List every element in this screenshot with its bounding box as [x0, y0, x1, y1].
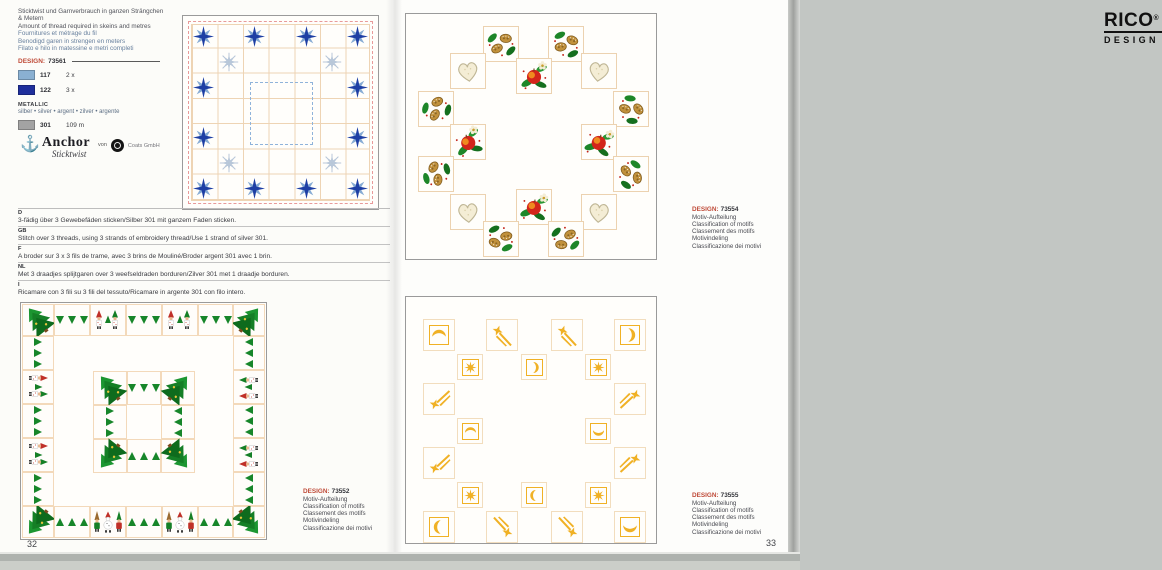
classification-line: Classificazione dei motivi [692, 242, 762, 250]
classification-line: Classification of motifs [692, 506, 754, 514]
design-label: DESIGN: [18, 58, 46, 66]
classification-line: Motivindeling [692, 235, 729, 243]
chart-73552-trees [20, 302, 267, 540]
color-swatch [18, 85, 35, 95]
thread-code: 301 [40, 121, 51, 129]
design-number-row [692, 492, 792, 500]
rico-design-logo [1104, 11, 1162, 45]
thread-amount: 3 x [66, 86, 75, 94]
design-number: 73554 [720, 206, 739, 213]
rico-name: RICO [1104, 10, 1154, 31]
classification-line: Classement des motifs [692, 514, 755, 522]
design-number-row [18, 58, 160, 65]
classification-line: Motivindeling [303, 517, 340, 525]
thread-code: 117 [40, 71, 51, 79]
instruction-text: Met 3 draadjes splijtgaren over 3 weefseldraden borduren/Zilver 301 met 1 draadje borduren. [18, 270, 290, 278]
header-line: Sticktwist und Garnverbrauch in ganzen Strängchen [18, 8, 164, 15]
instruction-entry [18, 227, 390, 245]
language-code: I [18, 282, 20, 289]
anchor-icon: ⚓ [20, 136, 40, 153]
instruction-entry [18, 281, 390, 298]
instruction-text: A broder sur 3 x 3 fils de trame, avec 3 brins de Mouliné/Broder argent 301 avec 1 brin. [18, 252, 272, 260]
classification-line: Motiv-Aufteilung [692, 499, 737, 507]
instruction-text: Ricamare con 3 fili su 3 fili del tessuto/Ricamare in argente 301 con filo intero. [18, 288, 246, 296]
classification-line: Classification of motifs [303, 502, 365, 510]
page-gutter-shadow [386, 0, 402, 552]
design-number: 73552 [331, 488, 350, 495]
logo-rule [1104, 31, 1162, 33]
instruction-entry [18, 209, 390, 227]
stitch-instructions [18, 208, 390, 298]
brand-von: von [98, 142, 107, 148]
header-line: & Metern [18, 15, 44, 23]
header-line: Benodigd garen in strengen en meters [18, 37, 126, 45]
metallic-names: silber • silver • argent • zilver • argente [18, 109, 120, 116]
design-number: 73555 [720, 492, 739, 499]
instruction-entry [18, 245, 390, 263]
page-number-33: 33 [766, 538, 777, 548]
classification-line: Motiv-Aufteilung [303, 495, 348, 503]
coats-logo-icon [111, 139, 124, 152]
instruction-text: 3-fädig über 3 Gewebefäden sticken/Silber 301 mit ganzem Faden sticken. [18, 216, 237, 224]
divider [72, 61, 160, 62]
design-block-73555 [692, 492, 792, 536]
classification-line: Classification of motifs [692, 220, 754, 228]
design-block-73554 [692, 206, 792, 250]
color-swatch [18, 120, 35, 130]
brand-product: Sticktwist [51, 149, 87, 159]
chart-73554-fruits [405, 13, 657, 260]
chart-73561-stars [182, 15, 379, 210]
language-code: F [18, 246, 22, 253]
page-edge [788, 0, 800, 553]
coats-name: Coats GmbH [127, 143, 160, 149]
classification-line: Classement des motifs [692, 228, 755, 236]
legend-row [18, 120, 178, 130]
rico-sub: DESIGN [1104, 35, 1159, 45]
language-code: GB [18, 228, 27, 235]
design-label: DESIGN: [303, 488, 330, 495]
page-left [0, 0, 392, 552]
header-line: Filato e hilo in matessine e metri completi [18, 45, 134, 53]
classification-line: Motiv-Aufteilung [692, 213, 737, 221]
scanner-background [0, 552, 800, 570]
instruction-entry [18, 263, 390, 281]
thread-info-column [18, 8, 178, 130]
registered-mark: ® [1153, 15, 1160, 22]
classification-line: Classificazione dei motivi [692, 528, 762, 536]
thread-amount: 2 x [66, 71, 75, 79]
design-number: 73561 [48, 58, 67, 66]
metallic-label: METALLIC [18, 102, 49, 109]
classification-line: Motivindeling [692, 521, 729, 529]
page-number-32: 32 [27, 539, 38, 549]
legend-row [18, 85, 178, 95]
thread-code: 122 [40, 86, 51, 94]
language-code: D [18, 210, 23, 216]
anchor-wordmark [42, 136, 90, 159]
thread-amount: 109 m [66, 121, 85, 129]
design-label: DESIGN: [692, 206, 719, 213]
instruction-text: Stitch over 3 threads, using 3 strands of embroidery thread/Use 1 strand of silver 301. [18, 234, 268, 242]
legend-row [18, 70, 178, 80]
color-swatch [18, 70, 35, 80]
rico-wordmark [1104, 11, 1162, 30]
header-line: Amount of thread required in skeins and metres [18, 22, 151, 30]
design-label: DESIGN: [692, 492, 719, 499]
chart-73555-gold [405, 296, 657, 544]
language-code: NL [18, 264, 26, 271]
classification-line: Classificazione dei motivi [303, 524, 373, 532]
design-number-row [692, 206, 792, 214]
header-line: Fournitures et métrage du fil [18, 30, 97, 38]
classification-line: Classement des motifs [303, 510, 366, 518]
brand-name: Anchor [41, 135, 91, 150]
